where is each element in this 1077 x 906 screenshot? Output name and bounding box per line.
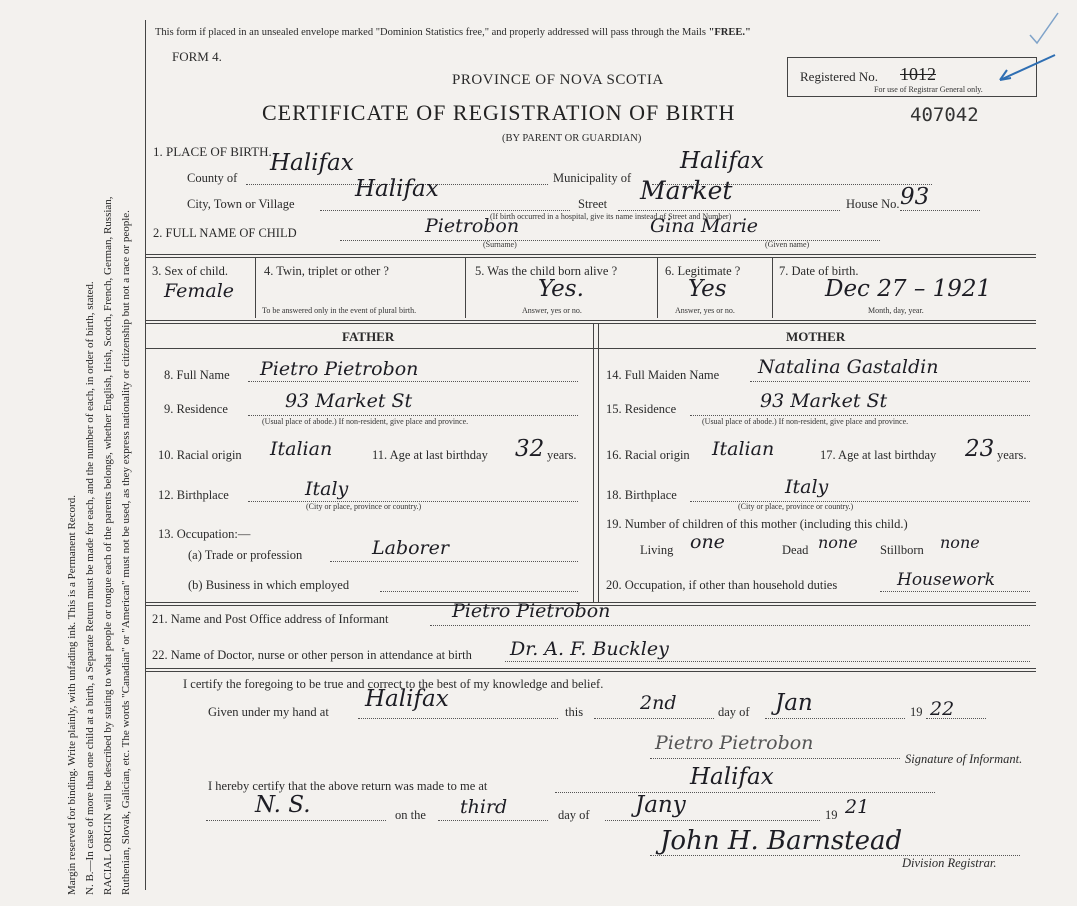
city-value: Halifax (355, 176, 439, 202)
doctor-line (505, 661, 1030, 662)
informant-value: Pietro Pietrobon (452, 600, 611, 622)
living-label: Living (640, 543, 674, 557)
form-number: FORM 4. (172, 49, 222, 64)
place-heading: 1. PLACE OF BIRTH. (153, 144, 272, 159)
twin-label: 4. Twin, triplet or other ? (264, 264, 389, 278)
dob-value: Dec 27 – 1921 (825, 276, 992, 302)
legitimate-label: 6. Legitimate ? (665, 264, 741, 278)
registered-note: For use of Registrar General only. (874, 85, 983, 94)
given-month-value: Jan (775, 690, 813, 716)
house-value: 93 (900, 184, 930, 210)
municipality-label: Municipality of (553, 171, 632, 185)
registrar-place-value: Halifax (690, 764, 774, 790)
living-value: one (690, 531, 725, 553)
child-given-name: Gina Marie (650, 215, 759, 237)
trade-label: (a) Trade or profession (188, 548, 303, 562)
informant-line (430, 625, 1030, 626)
house-label: House No. (846, 197, 900, 211)
doctor-label: 22. Name of Doctor, nurse or other person in attendance at birth (152, 648, 472, 662)
business-line (380, 591, 578, 592)
father-heading: FATHER (342, 329, 395, 344)
mother-residence-value: 93 Market St (760, 390, 888, 412)
mother-residence-label: 15. Residence (606, 402, 677, 416)
father-residence-label: 9. Residence (164, 402, 228, 416)
father-residence-line (248, 415, 578, 416)
registrar-signature: John H. Barnstead (660, 826, 903, 856)
registrar-prefix-line (206, 820, 386, 821)
tick-icon (1025, 10, 1065, 50)
mother-name-line (750, 381, 1030, 382)
province-heading: PROVINCE OF NOVA SCOTIA (452, 72, 664, 88)
year-prefix: 19 (910, 705, 923, 719)
mother-age-value: 23 (965, 436, 995, 462)
certificate-subtitle: (BY PARENT OR GUARDIAN) (502, 133, 642, 144)
given-place-value: Halifax (365, 686, 449, 712)
legitimate-note: Answer, yes or no. (675, 306, 735, 315)
mother-birthplace-note: (City or place, province or country.) (738, 502, 854, 511)
margin-line-1: Margin reserved for binding. Write plainly, with unfading ink. This is a Permanent Record. (66, 495, 78, 895)
dob-label: 7. Date of birth. (779, 264, 859, 278)
doctor-value: Dr. A. F. Buckley (510, 638, 669, 660)
father-birthplace-note: (City or place, province or country.) (306, 502, 422, 511)
dead-value: none (818, 533, 858, 552)
mother-name-value: Natalina Gastaldin (758, 356, 939, 378)
mother-residence-line (690, 415, 1030, 416)
father-age-label: 11. Age at last birthday (372, 448, 488, 462)
sex-value: Female (164, 280, 235, 302)
father-residence-note: (Usual place of abode.) If non-resident, give place and province. (262, 417, 469, 426)
trade-value: Laborer (372, 537, 449, 559)
informant-signature-line (650, 758, 900, 759)
mother-name-label: 14. Full Maiden Name (606, 368, 720, 382)
street-label: Street (578, 197, 608, 211)
alive-value: Yes. (538, 276, 584, 302)
day-of-label: day of (718, 705, 750, 719)
street-line (618, 210, 840, 211)
column-divider (593, 324, 594, 602)
dob-note: Month, day, year. (868, 306, 924, 315)
registrar-day-value: third (460, 796, 508, 818)
certify-statement: I certify the foregoing to be true and correct to the best of my knowledge and belief. (183, 677, 604, 691)
certificate-number: 407042 (910, 104, 979, 126)
alive-note: Answer, yes or no. (522, 306, 582, 315)
registrar-month-line (605, 820, 820, 821)
father-birthplace-label: 12. Birthplace (158, 488, 229, 502)
mother-occupation-value: Housework (897, 570, 996, 590)
registered-label: Registered No. (800, 69, 878, 84)
father-age-value: 32 (515, 436, 545, 462)
father-birthplace-value: Italy (305, 478, 349, 500)
given-under-label: Given under my hand at (208, 705, 329, 719)
trade-line (330, 561, 578, 562)
twin-note: To be answered only in the event of plural birth. (262, 306, 417, 315)
mother-race-label: 16. Racial origin (606, 448, 690, 462)
hospital-note: (If birth occurred in a hospital, give its name instead of Street and Number) (490, 212, 732, 221)
child-name-label: 2. FULL NAME OF CHILD (153, 226, 297, 240)
dead-label: Dead (782, 543, 809, 557)
father-occupation-label: 13. Occupation:— (158, 527, 251, 541)
father-name-value: Pietro Pietrobon (260, 358, 419, 380)
children-count-label: 19. Number of children of this mother (including this child.) (606, 517, 908, 531)
postal-free: "FREE." (708, 27, 751, 38)
legitimate-value: Yes (688, 276, 727, 302)
mother-years: years. (997, 448, 1027, 462)
city-label: City, Town or Village (187, 197, 295, 211)
mother-birthplace-label: 18. Birthplace (606, 488, 677, 502)
registrar-place-line (555, 792, 935, 793)
column-divider-2 (598, 324, 599, 602)
mother-occupation-label: 20. Occupation, if other than household duties (606, 578, 838, 592)
divider-v3 (657, 258, 658, 318)
father-race-value: Italian (270, 438, 333, 460)
registrar-year-value: 21 (845, 796, 870, 818)
registrar-year-prefix: 19 (825, 808, 838, 822)
given-place-line (358, 718, 558, 719)
registrar-day-of-label: day of (558, 808, 590, 822)
given-year-value: 22 (930, 698, 955, 720)
mother-heading: MOTHER (786, 329, 846, 344)
street-value: Market (640, 176, 733, 205)
month-line (765, 718, 905, 719)
margin-line-2: N. B.—In case of more than one child at a birth, a Separate Return must be made for each, and the number of each, in order of birth, stated. (84, 281, 96, 895)
business-label: (b) Business in which employed (188, 578, 350, 592)
postal-notice (155, 27, 751, 38)
divider-3 (146, 348, 1036, 349)
municipality-value: Halifax (680, 148, 764, 174)
mother-age-label: 17. Age at last birthday (820, 448, 937, 462)
divider-2 (146, 320, 1036, 324)
postal-notice-text: This form if placed in an unsealed envelope marked "Dominion Statistics free," and properly addressed will pass through the Mails (155, 27, 706, 38)
informant-label: 21. Name and Post Office address of Informant (152, 612, 389, 626)
registered-value: 1012 (900, 64, 936, 84)
sex-label: 3. Sex of child. (152, 264, 229, 278)
margin-line-4: Ruthenian, Slovak, Galician, etc. The words "Canadian" or "American" must not be used, as they express nationality or citizenship but not a race or people. (120, 210, 132, 895)
registrar-prefix-value: N. S. (255, 792, 311, 818)
year-line (926, 718, 986, 719)
father-years: years. (547, 448, 577, 462)
mother-occupation-line (880, 591, 1030, 592)
divider-5 (146, 668, 1036, 672)
county-value: Halifax (270, 150, 354, 176)
registrar-statement: I hereby certify that the above return was made to me at (208, 779, 488, 793)
divider-v1 (255, 258, 256, 318)
alive-label: 5. Was the child born alive ? (475, 264, 618, 278)
mother-birthplace-value: Italy (785, 476, 829, 498)
registrar-month-value: Jany (635, 792, 686, 818)
day-line (594, 718, 714, 719)
this-label: this (565, 705, 584, 719)
city-line (320, 210, 570, 211)
mother-residence-note: (Usual place of abode.) If non-resident, give place and province. (702, 417, 909, 426)
on-the-label: on the (395, 808, 426, 822)
stillborn-label: Stillborn (880, 543, 924, 557)
certificate-title: CERTIFICATE OF REGISTRATION OF BIRTH (262, 100, 736, 125)
father-race-label: 10. Racial origin (158, 448, 242, 462)
father-residence-value: 93 Market St (285, 390, 413, 412)
given-caption: (Given name) (765, 240, 810, 249)
margin-instructions (0, 0, 145, 906)
mother-race-value: Italian (712, 438, 775, 460)
house-line (900, 210, 980, 211)
check-mark-icon (995, 50, 1065, 90)
form-left-border (145, 20, 146, 890)
divider-1 (146, 254, 1036, 258)
surname-caption: (Surname) (483, 240, 517, 249)
father-name-line (248, 381, 578, 382)
margin-line-3: RACIAL ORIGIN will be described by stating to what people or tongue each of the parents belongs, whether English, Irish, Scotch, French, German, Russian, (102, 196, 114, 895)
county-label: County of (187, 171, 238, 185)
divider-v4 (772, 258, 773, 318)
child-surname: Pietrobon (425, 215, 520, 237)
stillborn-value: none (940, 533, 980, 552)
father-name-label: 8. Full Name (164, 368, 230, 382)
given-day-value: 2nd (640, 692, 677, 714)
division-registrar-label: Division Registrar. (902, 856, 997, 870)
divider-v2 (465, 258, 466, 318)
informant-signature-label: Signature of Informant. (905, 752, 1023, 766)
informant-signature: Pietro Pietrobon (655, 732, 814, 754)
registrar-day-line (438, 820, 548, 821)
